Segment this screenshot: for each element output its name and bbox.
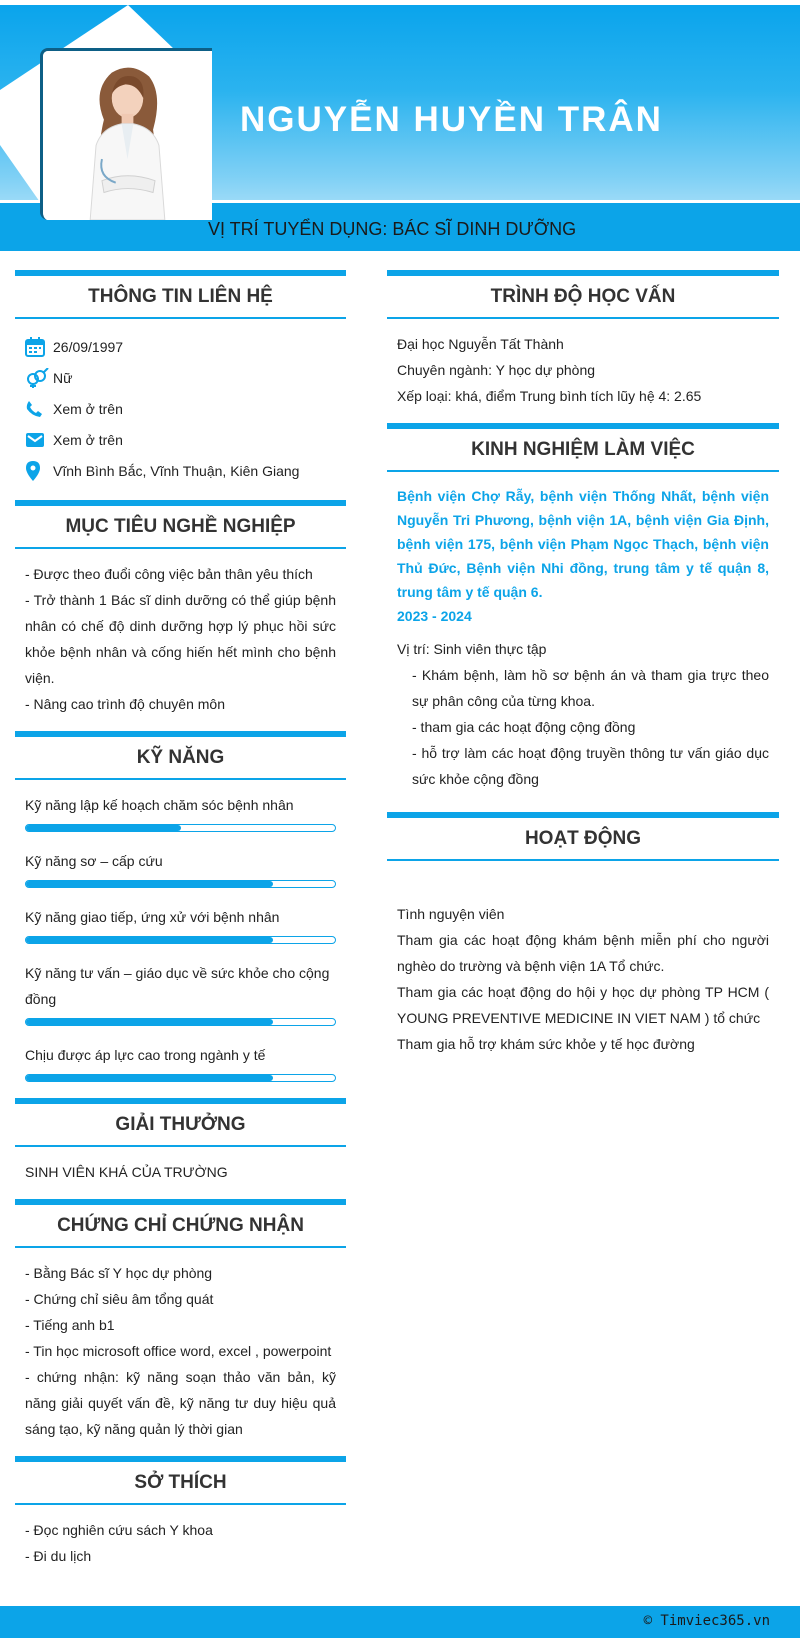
contact-email: [15, 424, 346, 455]
experience-workplace: Bệnh viện Chợ Rẫy, bệnh viện Thống Nhất, bệnh viện Nguyễn Tri Phương, bệnh viện 1A, bệnh viện Gia Định, bệnh viện 175, bệnh viện Phạm Ngọc Thạch, bệnh viện Thủ Đức, Bệnh viện Nhi đồng, trung tâm y tế quận 8, trung tâm y tế quận 6.: [397, 488, 769, 600]
activity-line: Tham gia các hoạt động do hội y học dự phòng TP HCM ( YOUNG PREVENTIVE MEDICINE IN VIET NAM ) tổ chức: [397, 984, 769, 1026]
experience-duty: - Khám bệnh, làm hồ sơ bệnh án và tham gia trực theo sự phân công của từng khoa.: [412, 667, 769, 709]
awards-body: [15, 1159, 346, 1185]
experience-role: Vị trí: Sinh viên thực tập: [397, 641, 547, 657]
activities-section: [387, 812, 779, 1057]
person-illustration: [43, 51, 212, 220]
contact-gender: [15, 362, 346, 393]
contact-phone: [15, 393, 346, 424]
experience-duty: - tham gia các hoạt động cộng đồng: [412, 719, 636, 735]
contact-section: [15, 270, 346, 486]
contact-text: Nữ: [53, 369, 73, 386]
footer-copyright: © Timviec365.vn: [643, 1613, 770, 1629]
skill-item: [15, 848, 346, 888]
objective-title: MỤC TIÊU NGHỀ NGHIỆP: [15, 500, 346, 549]
skill-bar-fill: [26, 937, 273, 943]
education-line: Đại học Nguyễn Tất Thành: [397, 336, 564, 352]
skill-item: [15, 960, 346, 1026]
phone-icon: [25, 400, 53, 418]
certificate-line: - Chứng chỉ siêu âm tổng quát: [25, 1291, 214, 1307]
education-line: Xếp loại: khá, điểm Trung bình tích lũy hệ 4: 2.65: [397, 388, 702, 404]
contact-text: Vĩnh Bình Bắc, Vĩnh Thuận, Kiên Giang: [53, 462, 300, 479]
certificate-line: - Tiếng anh b1: [25, 1317, 115, 1333]
certificates-body: [15, 1260, 346, 1442]
candidate-name: NGUYỄN HUYỀN TRÂN: [240, 100, 663, 139]
skill-label: Kỹ năng tư vấn – giáo dục về sức khỏe cho cộng đồng: [25, 965, 330, 1007]
activities-title: HOẠT ĐỘNG: [387, 812, 779, 861]
skills-section: [15, 731, 346, 1082]
contact-birthday: [15, 331, 346, 362]
mail-icon: [25, 431, 53, 449]
experience-section: [387, 423, 779, 792]
right-column: [387, 270, 779, 1071]
gender-icon: [25, 368, 53, 388]
skill-label: Kỹ năng sơ – cấp cứu: [25, 853, 163, 869]
hobby-line: - Đi du lịch: [25, 1548, 92, 1564]
education-body: [387, 331, 779, 409]
awards-section: [15, 1098, 346, 1185]
skill-bar: [25, 936, 336, 944]
profile-photo: [40, 48, 212, 220]
hobby-line: - Đọc nghiên cứu sách Y khoa: [25, 1522, 213, 1538]
experience-duty: - hỗ trợ làm các hoạt động truyền thông tư vấn giáo dục sức khỏe cộng đồng: [412, 745, 769, 787]
objective-line: - Nâng cao trình độ chuyên môn: [25, 696, 226, 712]
experience-title: KINH NGHIỆM LÀM VIỆC: [387, 423, 779, 472]
calendar-icon: [25, 337, 53, 357]
award-line: SINH VIÊN KHÁ CỦA TRƯỜNG: [25, 1164, 228, 1180]
skill-item: [15, 904, 346, 944]
hobbies-section: [15, 1456, 346, 1569]
certificate-line: - Bằng Bác sĩ Y học dự phòng: [25, 1265, 213, 1281]
contact-address: [15, 455, 346, 486]
skill-bar: [25, 824, 336, 832]
skill-label: Chịu được áp lực cao trong ngành y tế: [25, 1047, 266, 1063]
objective-body: [15, 561, 346, 717]
job-position: VỊ TRÍ TUYỂN DỤNG: BÁC SĨ DINH DƯỠNG: [208, 219, 577, 239]
skill-item: [15, 792, 346, 832]
contact-text: 26/09/1997: [53, 338, 124, 355]
footer: [0, 1606, 800, 1638]
skill-bar-fill: [26, 1075, 273, 1081]
awards-title: GIẢI THƯỞNG: [15, 1098, 346, 1147]
activity-line: Tham gia các hoạt động khám bệnh miễn phí cho người nghèo do trường và bệnh viện 1A Tổ chức.: [397, 932, 769, 974]
contact-text: Xem ở trên: [53, 400, 123, 417]
activity-line: Tham gia hỗ trợ khám sức khỏe y tế học đường: [397, 1036, 695, 1052]
location-pin-icon: [25, 461, 53, 481]
contact-title: THÔNG TIN LIÊN HỆ: [15, 270, 346, 319]
experience-period: 2023 - 2024: [397, 608, 472, 624]
education-section: [387, 270, 779, 409]
skill-bar: [25, 1018, 336, 1026]
skill-bar-fill: [26, 881, 273, 887]
activity-line: Tình nguyện viên: [397, 906, 505, 922]
hobbies-body: [15, 1517, 346, 1569]
skill-bar-fill: [26, 825, 181, 831]
objective-line: - Được theo đuổi công việc bản thân yêu thích: [25, 566, 313, 582]
certificates-section: [15, 1199, 346, 1442]
experience-body: [387, 636, 779, 792]
skill-item: [15, 1042, 346, 1082]
skill-label: Kỹ năng giao tiếp, ứng xử với bệnh nhân: [25, 909, 280, 925]
certificates-title: CHỨNG CHỈ CHỨNG NHẬN: [15, 1199, 346, 1248]
skill-bar: [25, 880, 336, 888]
skill-bar: [25, 1074, 336, 1082]
hobbies-title: SỞ THÍCH: [15, 1456, 346, 1505]
contact-text: Xem ở trên: [53, 431, 123, 448]
activities-body: [387, 901, 779, 1057]
education-line: Chuyên ngành: Y học dự phòng: [397, 362, 596, 378]
skills-title: KỸ NĂNG: [15, 731, 346, 780]
objective-section: [15, 500, 346, 717]
certificate-line: - Tin học microsoft office word, excel , powerpoint: [25, 1343, 332, 1359]
skill-bar-fill: [26, 1019, 273, 1025]
education-title: TRÌNH ĐỘ HỌC VẤN: [387, 270, 779, 319]
objective-line: - Trở thành 1 Bác sĩ dinh dưỡng có thể giúp bệnh nhân có chế độ dinh dưỡng hợp lý phục hồi sức khỏe bệnh nhân và cống hiến hết mình cho bệnh viện.: [25, 592, 336, 686]
left-column: [15, 270, 346, 1583]
skill-label: Kỹ năng lập kế hoạch chăm sóc bệnh nhân: [25, 797, 294, 813]
certificate-line: - chứng nhận: kỹ năng soạn thảo văn bản, kỹ năng giải quyết vấn đề, kỹ năng tư duy hiệu quả sáng tạo, kỹ năng quản lý thời gian: [25, 1369, 336, 1437]
